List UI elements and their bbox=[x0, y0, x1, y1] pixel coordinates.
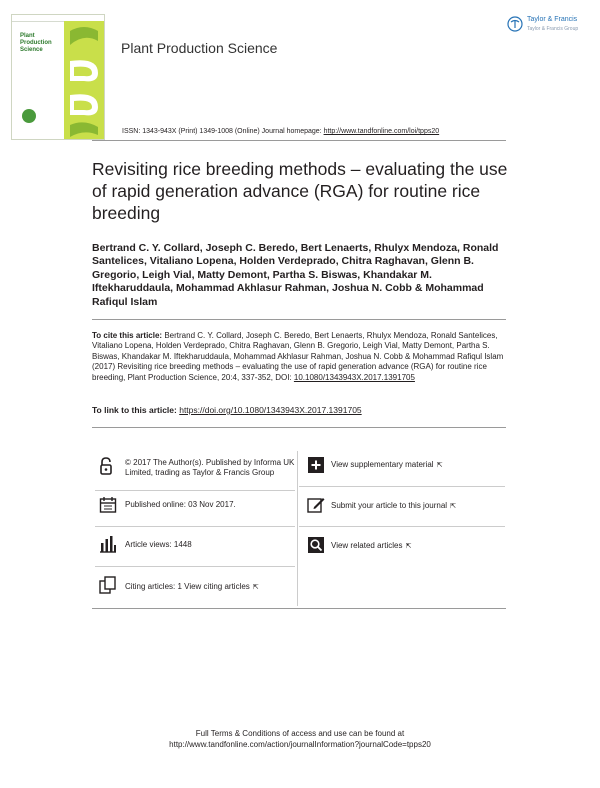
issn-text: ISSN: 1343-943X (Print) 1349-1008 (Online) Journal homepage: bbox=[122, 128, 324, 135]
info-bottom-divider bbox=[92, 608, 506, 609]
article-url-link[interactable]: https://doi.org/10.1080/1343943X.2017.1391705 bbox=[179, 405, 362, 415]
edit-pencil-icon bbox=[307, 496, 325, 514]
journal-cover bbox=[11, 14, 105, 140]
info-row-separator bbox=[95, 566, 295, 567]
search-related-icon bbox=[307, 536, 325, 554]
supplementary-text: View supplementary material bbox=[331, 460, 434, 469]
article-title: Revisiting rice breeding methods – evaluating the use of rapid generation advance (RGA) for routine rice breeding bbox=[92, 159, 508, 223]
submit-article-link[interactable] bbox=[331, 501, 456, 512]
info-row-separator bbox=[299, 526, 505, 527]
link-label: To link to this article: bbox=[92, 405, 180, 415]
cover-title: Plant Production Science bbox=[20, 33, 52, 53]
license-text: © 2017 The Author(s). Published by Informa UK Limited, trading as Taylor & Francis Group bbox=[125, 458, 295, 477]
journal-name[interactable]: Plant Production Science bbox=[121, 40, 278, 56]
publisher-logo-sub: Taylor & Francis Group bbox=[527, 26, 579, 32]
citation-text: Bertrand C. Y. Collard, Joseph C. Beredo, Bert Lenaerts, Rhulyx Mendoza, Ronald Santelices, Vitaliano Lopena, Holden Verdeprado, Chitra Raghavan, Glenn B. Gregorio, Leigh Vial, Matty Demont, Partha S. Biswas, Khandakar M. Iftekharuddaula, Mohammad Akhlasur Rahman, Joshua N. Cobb & Mohammad Rafiqul Islam (2017) Revisiting rice breeding methods – evaluating the use of rapid generation advance (RGA) for routine rice breeding, Plant Production Science, 20:4, 337-352, DOI: bbox=[92, 331, 504, 382]
info-row-separator bbox=[95, 490, 295, 491]
info-column-divider bbox=[297, 451, 298, 606]
footer-terms-text: Full Terms & Conditions of access and use can be found at bbox=[195, 729, 405, 738]
citing-articles-text: Citing articles: 1 View citing articles bbox=[125, 582, 250, 591]
issn-line bbox=[122, 128, 439, 135]
related-articles-link[interactable] bbox=[331, 541, 411, 552]
journal-homepage-link[interactable]: http://www.tandfonline.com/loi/tpps20 bbox=[323, 128, 440, 135]
external-link-icon: ⇱ bbox=[436, 462, 443, 469]
cover-pps-letters-graphic bbox=[64, 21, 104, 139]
published-date: Published online: 03 Nov 2017. bbox=[125, 500, 236, 509]
authors-divider bbox=[92, 319, 506, 320]
cover-emblem bbox=[22, 109, 36, 123]
citation-divider bbox=[92, 427, 506, 428]
submit-article-text: Submit your article to this journal bbox=[331, 501, 448, 510]
publisher-logo-text: Taylor & Francis bbox=[527, 16, 578, 23]
calendar-icon bbox=[99, 496, 117, 514]
doi-link[interactable]: 10.1080/1343943X.2017.1391705 bbox=[293, 372, 415, 382]
publisher-logo-icon bbox=[507, 16, 523, 32]
publisher-logo[interactable] bbox=[507, 13, 593, 39]
external-link-icon: ⇱ bbox=[450, 503, 456, 510]
article-views: Article views: 1448 bbox=[125, 540, 192, 549]
external-link-icon: ⇱ bbox=[405, 543, 412, 550]
footer bbox=[0, 728, 600, 750]
article-link-line bbox=[92, 405, 362, 415]
external-link-icon: ⇱ bbox=[252, 584, 259, 591]
bar-chart-icon bbox=[99, 535, 117, 553]
info-row-separator bbox=[299, 486, 505, 487]
open-access-lock-icon bbox=[97, 457, 115, 475]
add-supplementary-icon bbox=[307, 456, 325, 474]
header-divider bbox=[92, 140, 506, 141]
citation-block bbox=[92, 331, 512, 383]
citing-documents-icon bbox=[99, 576, 117, 594]
citing-articles-link[interactable] bbox=[125, 582, 259, 593]
citation-label: To cite this article: bbox=[92, 331, 163, 340]
related-articles-text: View related articles bbox=[331, 541, 403, 550]
info-row-separator bbox=[95, 526, 295, 527]
supplementary-link[interactable] bbox=[331, 460, 442, 471]
article-authors: Bertrand C. Y. Collard, Joseph C. Beredo, Bert Lenaerts, Rhulyx Mendoza, Ronald Santelices, Vitaliano Lopena, Holden Verdeprado, Chitra Raghavan, Glenn B. Gregorio, Leigh Vial, Matty Demont, Partha S. Biswas, Khandakar M. Iftekharuddaula, Mohammad Akhlasur Rahman, Joshua N. Cobb & Mohammad Rafiqul Islam bbox=[92, 242, 499, 308]
footer-terms-link[interactable]: http://www.tandfonline.com/action/journalInformation?journalCode=tpps20 bbox=[169, 740, 431, 749]
